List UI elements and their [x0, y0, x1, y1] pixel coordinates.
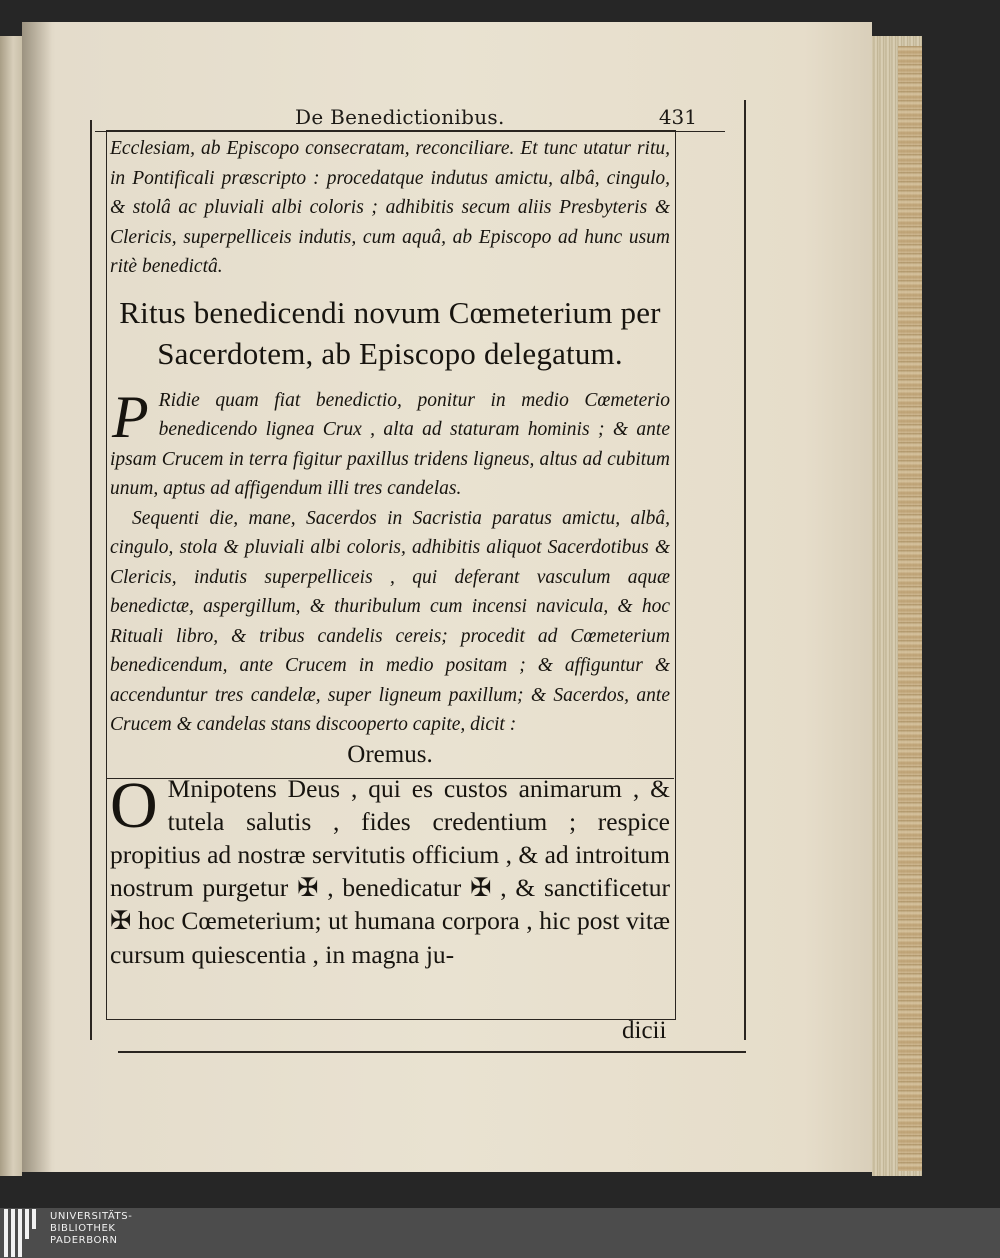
drop-cap-p: P [112, 383, 149, 450]
logo-line-3: PADERBORN [50, 1235, 118, 1246]
frame-rule-left [90, 120, 92, 1040]
page-fore-edge [898, 46, 922, 1171]
gutter-shadow [22, 22, 52, 1172]
rubric-paragraph-1 [110, 383, 670, 504]
running-head [95, 103, 725, 132]
frame-rule-right [744, 100, 746, 1040]
drop-cap-o: O [110, 768, 158, 842]
logo-line-1: UNIVERSITÄTS- [50, 1211, 133, 1222]
prayer-text: Mnipotens Deus , qui es custos animarum , & tutela salutis , fides credentium ; respice propitius ad nostræ servitutis officium , & ad introitum nostrum purgetur ✠ , benedicatur ✠ , & sanctificetur ✠ hoc Cœmeterium; ut humana corpora , hic post vitæ cursum quiescentia , in magna ju- [110, 773, 670, 969]
page-number: 431 [658, 105, 697, 129]
oremus-heading: Oremus. [347, 740, 433, 768]
catchword: dicii [622, 1017, 667, 1044]
section-heading: Ritus benedicendi novum Cœmeterium per Sacerdotem, ab Episcopo delegatum. [119, 294, 661, 371]
logo-line-2: BIBLIOTHEK [50, 1223, 116, 1234]
rubric-1-text: Ridie quam fiat benedictio, ponitur in medio Cœmeterio benedicendo lignea Crux , alta ad staturam hominis ; & ante ipsam Crucem in terra figitur paxillus tridens ligneus, altus ad cubitum unum, aptus ad affigendum illi tres candelas. [110, 389, 670, 499]
library-logo-icon [4, 1209, 44, 1257]
bottom-rule [118, 1051, 746, 1053]
facing-page-edge [0, 36, 22, 1176]
intro-paragraph: Ecclesiam, ab Episcopo consecratam, reconciliare. Et tunc utatur ritu, in Pontificali præscripto : procedatque indutus amictu, albâ, cingulo, & stolâ ac pluviali albi coloris ; adhibitis secum aliis Presbyteris & Clericis, superpelliceis indutis, cum aquâ, ab Episcopo ad hunc usum ritè benedictâ. [110, 138, 670, 277]
running-title: De Benedictionibus. [295, 105, 505, 129]
text-block [110, 134, 670, 971]
library-logo-text [50, 1211, 132, 1247]
rubric-paragraph-2: Sequenti die, mane, Sacerdos in Sacristia paratus amictu, albâ, cingulo, stola & pluviali albi coloris, adhibitis aliquot Sacerdotibus & Clericis, indutis superpelliceis , qui deferant vasculum aquæ benedictæ, aspergillum, & thuribulum cum incensi navicula, & hoc Rituali libro, & tribus candelis cereis; procedit ad Cœmeterium benedicendum, ante Crucem in medio positam ; & affiguntur & accenduntur tres candelæ, super ligneum paxillum; & Sacerdos, ante Crucem & candelas stans discooperto capite, dicit : [110, 507, 670, 735]
library-footer [0, 1208, 1000, 1258]
prayer-paragraph [110, 768, 670, 971]
